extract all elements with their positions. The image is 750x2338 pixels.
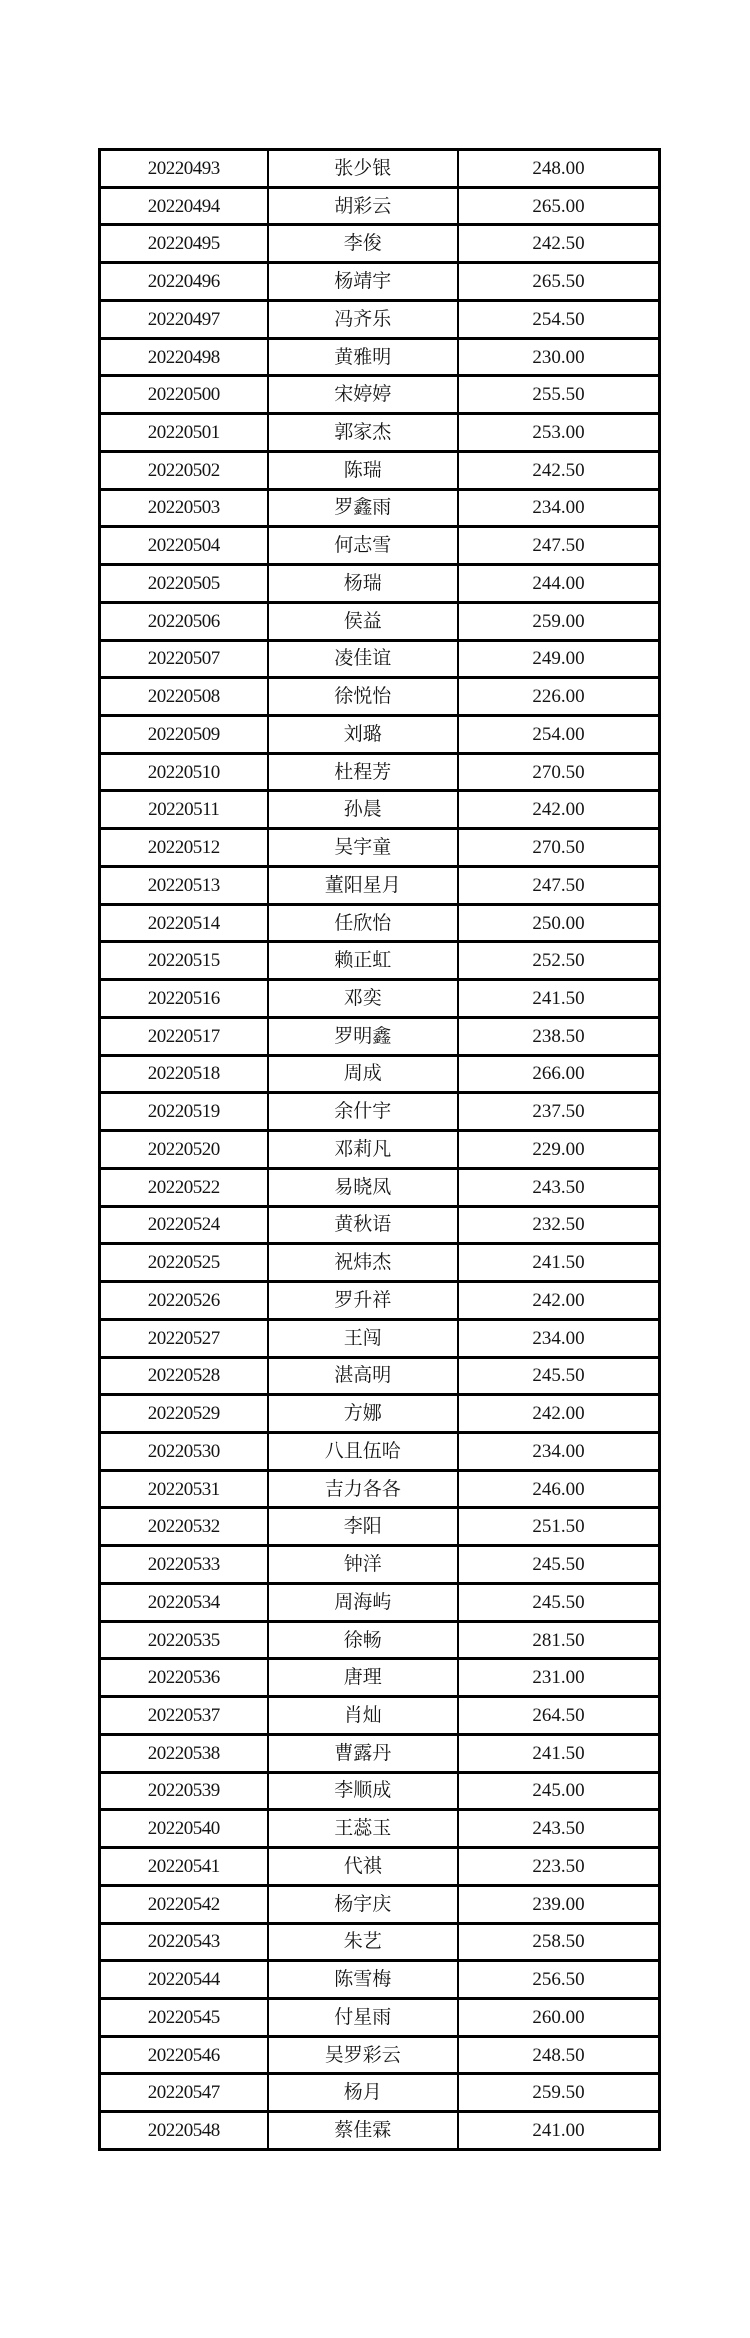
cell-name: 杨月 <box>268 2074 458 2112</box>
cell-id: 20220542 <box>100 1885 268 1923</box>
table-row <box>100 980 660 1018</box>
cell-name: 吴宇童 <box>268 829 458 867</box>
cell-score: 270.50 <box>458 753 660 791</box>
cell-name: 邓奕 <box>268 980 458 1018</box>
table-row <box>100 414 660 452</box>
cell-score: 230.00 <box>458 338 660 376</box>
cell-name: 八且伍哈 <box>268 1432 458 1470</box>
cell-id: 20220498 <box>100 338 268 376</box>
cell-score: 239.00 <box>458 1885 660 1923</box>
table-row <box>100 1848 660 1886</box>
table-row <box>100 1244 660 1282</box>
table-row <box>100 338 660 376</box>
cell-name: 董阳星月 <box>268 866 458 904</box>
table-row <box>100 1168 660 1206</box>
cell-name: 孙晨 <box>268 791 458 829</box>
cell-id: 20220509 <box>100 716 268 754</box>
table-row <box>100 187 660 225</box>
cell-id: 20220538 <box>100 1734 268 1772</box>
cell-name: 唐理 <box>268 1659 458 1697</box>
cell-id: 20220504 <box>100 527 268 565</box>
table-row <box>100 300 660 338</box>
table-row <box>100 565 660 603</box>
cell-score: 242.50 <box>458 225 660 263</box>
cell-id: 20220539 <box>100 1772 268 1810</box>
cell-id: 20220502 <box>100 451 268 489</box>
cell-name: 钟洋 <box>268 1546 458 1584</box>
cell-id: 20220534 <box>100 1583 268 1621</box>
cell-name: 罗升祥 <box>268 1282 458 1320</box>
cell-id: 20220510 <box>100 753 268 791</box>
cell-id: 20220500 <box>100 376 268 414</box>
cell-score: 234.00 <box>458 1319 660 1357</box>
cell-score: 241.50 <box>458 1734 660 1772</box>
cell-score: 237.50 <box>458 1093 660 1131</box>
cell-score: 256.50 <box>458 1961 660 1999</box>
cell-id: 20220518 <box>100 1055 268 1093</box>
table-row <box>100 1508 660 1546</box>
cell-name: 易晓凤 <box>268 1168 458 1206</box>
table-row <box>100 1319 660 1357</box>
table-row <box>100 1017 660 1055</box>
cell-id: 20220540 <box>100 1810 268 1848</box>
table-row <box>100 1810 660 1848</box>
table-row <box>100 1998 660 2036</box>
table-row <box>100 1697 660 1735</box>
cell-id: 20220528 <box>100 1357 268 1395</box>
cell-score: 226.00 <box>458 678 660 716</box>
table-row <box>100 1621 660 1659</box>
table-row <box>100 1093 660 1131</box>
cell-id: 20220546 <box>100 2036 268 2074</box>
cell-score: 242.00 <box>458 1282 660 1320</box>
table-row <box>100 678 660 716</box>
cell-id: 20220541 <box>100 1848 268 1886</box>
cell-score: 244.00 <box>458 565 660 603</box>
cell-name: 徐悦怡 <box>268 678 458 716</box>
cell-id: 20220519 <box>100 1093 268 1131</box>
cell-id: 20220527 <box>100 1319 268 1357</box>
cell-score: 245.50 <box>458 1583 660 1621</box>
cell-name: 罗明鑫 <box>268 1017 458 1055</box>
cell-score: 265.50 <box>458 263 660 301</box>
cell-name: 何志雪 <box>268 527 458 565</box>
cell-name: 吴罗彩云 <box>268 2036 458 2074</box>
cell-id: 20220548 <box>100 2112 268 2150</box>
cell-id: 20220506 <box>100 602 268 640</box>
cell-id: 20220515 <box>100 942 268 980</box>
table-row <box>100 829 660 867</box>
cell-id: 20220503 <box>100 489 268 527</box>
cell-name: 方娜 <box>268 1395 458 1433</box>
cell-name: 杨宇庆 <box>268 1885 458 1923</box>
cell-score: 232.50 <box>458 1206 660 1244</box>
table-row <box>100 1432 660 1470</box>
cell-name: 邓莉凡 <box>268 1131 458 1169</box>
cell-id: 20220522 <box>100 1168 268 1206</box>
cell-score: 242.00 <box>458 791 660 829</box>
cell-name: 朱艺 <box>268 1923 458 1961</box>
cell-score: 250.00 <box>458 904 660 942</box>
cell-name: 凌佳谊 <box>268 640 458 678</box>
table-row <box>100 753 660 791</box>
cell-score: 266.00 <box>458 1055 660 1093</box>
cell-id: 20220514 <box>100 904 268 942</box>
cell-name: 曹露丹 <box>268 1734 458 1772</box>
cell-id: 20220536 <box>100 1659 268 1697</box>
cell-score: 248.50 <box>458 2036 660 2074</box>
cell-id: 20220535 <box>100 1621 268 1659</box>
cell-score: 245.50 <box>458 1546 660 1584</box>
table-row <box>100 1583 660 1621</box>
table-row <box>100 489 660 527</box>
cell-score: 249.00 <box>458 640 660 678</box>
cell-name: 赖正虹 <box>268 942 458 980</box>
table-row <box>100 2074 660 2112</box>
table-row <box>100 150 660 188</box>
cell-score: 241.50 <box>458 980 660 1018</box>
table-row <box>100 263 660 301</box>
cell-name: 罗鑫雨 <box>268 489 458 527</box>
cell-score: 241.50 <box>458 1244 660 1282</box>
cell-id: 20220525 <box>100 1244 268 1282</box>
table-row <box>100 451 660 489</box>
cell-score: 255.50 <box>458 376 660 414</box>
table-row <box>100 225 660 263</box>
cell-id: 20220505 <box>100 565 268 603</box>
cell-id: 20220512 <box>100 829 268 867</box>
cell-name: 周海屿 <box>268 1583 458 1621</box>
score-table <box>98 148 661 2151</box>
cell-score: 253.00 <box>458 414 660 452</box>
cell-id: 20220496 <box>100 263 268 301</box>
table-row <box>100 791 660 829</box>
cell-name: 李阳 <box>268 1508 458 1546</box>
cell-id: 20220520 <box>100 1131 268 1169</box>
table-row <box>100 1961 660 1999</box>
table-row <box>100 1395 660 1433</box>
table-row <box>100 942 660 980</box>
cell-id: 20220513 <box>100 866 268 904</box>
cell-id: 20220531 <box>100 1470 268 1508</box>
cell-name: 王闯 <box>268 1319 458 1357</box>
cell-id: 20220529 <box>100 1395 268 1433</box>
table-row <box>100 376 660 414</box>
cell-id: 20220526 <box>100 1282 268 1320</box>
table-row <box>100 527 660 565</box>
table-row <box>100 1055 660 1093</box>
table-row <box>100 1546 660 1584</box>
cell-name: 黄秋语 <box>268 1206 458 1244</box>
cell-score: 229.00 <box>458 1131 660 1169</box>
cell-id: 20220517 <box>100 1017 268 1055</box>
cell-name: 肖灿 <box>268 1697 458 1735</box>
table-row <box>100 1282 660 1320</box>
cell-name: 胡彩云 <box>268 187 458 225</box>
cell-name: 余什宇 <box>268 1093 458 1131</box>
table-row <box>100 716 660 754</box>
table-row <box>100 2112 660 2150</box>
table-row <box>100 640 660 678</box>
table-row <box>100 602 660 640</box>
cell-name: 黄雅明 <box>268 338 458 376</box>
cell-score: 247.50 <box>458 527 660 565</box>
cell-score: 234.00 <box>458 489 660 527</box>
cell-name: 任欣怡 <box>268 904 458 942</box>
cell-name: 蔡佳霖 <box>268 2112 458 2150</box>
cell-score: 259.00 <box>458 602 660 640</box>
cell-name: 吉力各各 <box>268 1470 458 1508</box>
table-row <box>100 1357 660 1395</box>
cell-name: 宋婷婷 <box>268 376 458 414</box>
cell-name: 侯益 <box>268 602 458 640</box>
cell-name: 李俊 <box>268 225 458 263</box>
cell-name: 李顺成 <box>268 1772 458 1810</box>
cell-id: 20220495 <box>100 225 268 263</box>
cell-name: 周成 <box>268 1055 458 1093</box>
cell-id: 20220532 <box>100 1508 268 1546</box>
cell-score: 234.00 <box>458 1432 660 1470</box>
table-row <box>100 1885 660 1923</box>
cell-name: 祝炜杰 <box>268 1244 458 1282</box>
cell-score: 252.50 <box>458 942 660 980</box>
score-table-body <box>100 150 660 2150</box>
cell-name: 王蕊玉 <box>268 1810 458 1848</box>
cell-id: 20220544 <box>100 1961 268 1999</box>
table-row <box>100 866 660 904</box>
cell-score: 264.50 <box>458 1697 660 1735</box>
table-row <box>100 1206 660 1244</box>
cell-name: 杜程芳 <box>268 753 458 791</box>
cell-id: 20220507 <box>100 640 268 678</box>
cell-name: 付星雨 <box>268 1998 458 2036</box>
cell-score: 223.50 <box>458 1848 660 1886</box>
cell-score: 246.00 <box>458 1470 660 1508</box>
cell-score: 281.50 <box>458 1621 660 1659</box>
cell-id: 20220501 <box>100 414 268 452</box>
cell-score: 245.50 <box>458 1357 660 1395</box>
cell-score: 258.50 <box>458 1923 660 1961</box>
cell-name: 陈瑞 <box>268 451 458 489</box>
cell-id: 20220493 <box>100 150 268 188</box>
table-row <box>100 1470 660 1508</box>
cell-name: 徐畅 <box>268 1621 458 1659</box>
table-row <box>100 904 660 942</box>
table-row <box>100 1659 660 1697</box>
cell-name: 陈雪梅 <box>268 1961 458 1999</box>
cell-id: 20220547 <box>100 2074 268 2112</box>
cell-id: 20220511 <box>100 791 268 829</box>
cell-score: 260.00 <box>458 1998 660 2036</box>
cell-id: 20220508 <box>100 678 268 716</box>
cell-score: 254.50 <box>458 300 660 338</box>
cell-name: 杨靖宇 <box>268 263 458 301</box>
cell-score: 243.50 <box>458 1168 660 1206</box>
cell-score: 247.50 <box>458 866 660 904</box>
cell-score: 270.50 <box>458 829 660 867</box>
cell-score: 238.50 <box>458 1017 660 1055</box>
cell-id: 20220543 <box>100 1923 268 1961</box>
table-row <box>100 1923 660 1961</box>
cell-name: 代祺 <box>268 1848 458 1886</box>
cell-id: 20220497 <box>100 300 268 338</box>
cell-score: 242.50 <box>458 451 660 489</box>
cell-score: 243.50 <box>458 1810 660 1848</box>
table-row <box>100 1131 660 1169</box>
cell-name: 郭家杰 <box>268 414 458 452</box>
cell-name: 冯齐乐 <box>268 300 458 338</box>
cell-id: 20220524 <box>100 1206 268 1244</box>
cell-score: 241.00 <box>458 2112 660 2150</box>
cell-id: 20220537 <box>100 1697 268 1735</box>
cell-id: 20220530 <box>100 1432 268 1470</box>
cell-name: 张少银 <box>268 150 458 188</box>
cell-id: 20220494 <box>100 187 268 225</box>
table-row <box>100 2036 660 2074</box>
cell-id: 20220533 <box>100 1546 268 1584</box>
table-row <box>100 1734 660 1772</box>
cell-name: 刘璐 <box>268 716 458 754</box>
cell-score: 254.00 <box>458 716 660 754</box>
cell-score: 231.00 <box>458 1659 660 1697</box>
cell-score: 248.00 <box>458 150 660 188</box>
cell-score: 251.50 <box>458 1508 660 1546</box>
cell-name: 湛高明 <box>268 1357 458 1395</box>
cell-score: 242.00 <box>458 1395 660 1433</box>
cell-id: 20220545 <box>100 1998 268 2036</box>
cell-id: 20220516 <box>100 980 268 1018</box>
cell-score: 265.00 <box>458 187 660 225</box>
table-row <box>100 1772 660 1810</box>
cell-name: 杨瑞 <box>268 565 458 603</box>
cell-score: 245.00 <box>458 1772 660 1810</box>
cell-score: 259.50 <box>458 2074 660 2112</box>
